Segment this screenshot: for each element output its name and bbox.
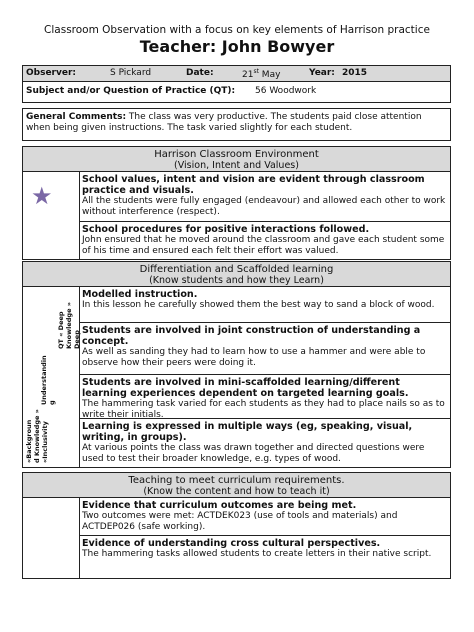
environment-row-2 [82,224,446,256]
environment-row-1 [82,174,446,217]
curriculum-row-1-heading: Evidence that curriculum outcomes are being met. [82,500,357,511]
section-curriculum-header [22,472,451,498]
general-comments-text: The class was very productive. The students paid close attention when being given instructions. The task varied slightly for each student. [26,112,422,133]
teacher-title: Teacher: John Bowyer [139,37,335,56]
differentiation-row-3-text: The hammering task varied for each students as they had to place nails so as to write their initials. [82,399,445,420]
curriculum-row-2-heading: Evidence of understanding cross cultural perspectives. [82,538,381,549]
curriculum-row-1 [82,500,446,532]
differentiation-row-2-heading: Students are involved in joint construction of understanding a concept. [82,325,421,347]
section-differentiation-subtitle: (Know students and how they Learn) [149,275,324,286]
side-label-understanding: Understandin g [40,355,56,405]
environment-row-1-text: All the students were fully engaged (endeavour) and allowed each other to work without interference (respect). [82,196,446,217]
section-environment-header [22,146,451,172]
observer-label: Observer: [26,68,77,78]
environment-row-2-text: John ensured that he moved around the classroom and gave each student some of his time and ensured each felt their effort was valued. [82,235,445,256]
section-environment-subtitle: (Vision, Intent and Values) [174,160,299,171]
differentiation-row-1-text: In this lesson he carefully showed them the best way to sand a block of wood. [82,300,435,310]
document-subtitle: Classroom Observation with a focus on key elements of Harrison practice [44,24,430,36]
curriculum-row-2 [82,538,446,560]
environment-row-2-heading: School procedures for positive interactions followed. [82,224,370,235]
section-differentiation-body [22,286,451,468]
section-curriculum-title: Teaching to meet curriculum requirements. [128,475,345,486]
date-value: 21st May [242,68,281,80]
curriculum-row-2-text: The hammering tasks allowed students to create letters in their native script. [82,549,432,559]
differentiation-row-4-text: At various points the class was drawn together and directed questions were used to test their broader knowledge, e.g. types of wood. [82,443,425,464]
curriculum-row-1-text: Two outcomes were met: ACTDEK023 (use of tools and materials) and ACTDEP026 (safe working). [82,511,398,532]
subject-value: 56 Woodwork [255,86,317,96]
year-label: Year: [309,68,335,78]
observer-value: S Pickard [110,68,152,78]
differentiation-row-2 [82,325,446,368]
section-environment-body [22,171,451,260]
section-differentiation-header [22,261,451,287]
year-value: 2015 [342,68,368,78]
differentiation-row-3 [82,377,446,420]
section-curriculum-body [22,497,451,579]
side-label-deep-knowledge: QT « Deep Knowledge » Deep [57,302,81,349]
section-environment-title: Harrison Classroom Environment [154,149,319,160]
observer-row [22,65,451,82]
side-label-background: «Backgroun d Knowledge » «Inclusivity [25,409,49,463]
general-comments [22,108,451,141]
environment-row-1-heading: School values, intent and vision are evident through classroom practice and visuals. [82,174,425,196]
subject-label: Subject and/or Question of Practice (QT): [26,86,236,96]
differentiation-row-4-heading: Learning is expressed in multiple ways (eg, speaking, visual, writing, in groups). [82,421,413,443]
differentiation-row-3-heading: Students are involved in mini-scaffolded learning/different learning experiences dependent on targeted learning goals. [82,377,409,399]
section-differentiation-title: Differentiation and Scaffolded learning [139,264,334,275]
differentiation-row-4 [82,421,446,464]
differentiation-row-2-text: As well as sanding they had to learn how to use a hammer and were able to observe how their peers were doing it. [82,347,426,368]
section-curriculum-subtitle: (Know the content and how to teach it) [143,486,330,497]
differentiation-row-1 [82,289,446,311]
date-label: Date: [186,68,214,78]
star-icon: ★ [31,182,53,210]
general-comments-label: General Comments: [26,112,127,122]
subject-row [22,81,451,103]
differentiation-row-1-heading: Modelled instruction. [82,289,198,300]
